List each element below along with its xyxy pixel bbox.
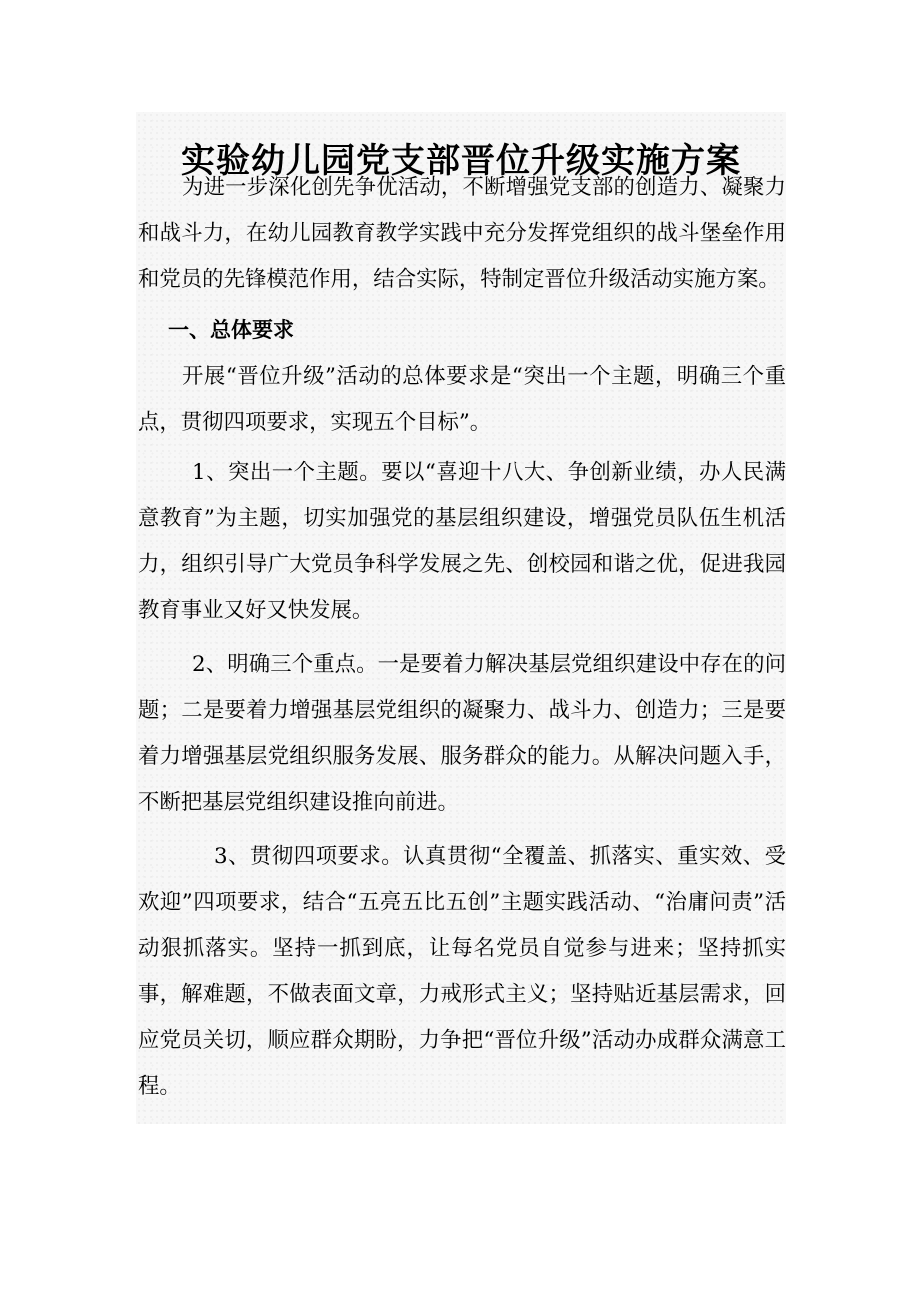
item-3-paragraph: 3、贯彻四项要求。认真贯彻“全覆盖、抓落实、重实效、受欢迎”四项要求，结合“五亮五比五创”主题实践活动、“治庸问责”活动狠抓落实。坚持一抓到底，让每名党员自觉参与进来；坚持抓实事，解难题，不做表面文章，力戒形式主义；坚持贴近基层需求，回应党员关切，顺应群众期盼，力争把“晋位升级”活动办成群众满意工程。 (138, 844, 786, 1099)
section-heading-general-requirements: 一、总体要求 (168, 318, 294, 342)
item-1-paragraph: 1、突出一个主题。要以“喜迎十八大、争创新业绩，办人民满意教育”为主题，切实加强党的基层组织建设，增强党员队伍生机活力，组织引导广大党员争科学发展之先、创校园和谐之优，促进我园教育事业又好又快发展。 (138, 460, 786, 623)
document-title: 实验幼儿园党支部晋位升级实施方案 (181, 140, 741, 181)
intro-paragraph: 为进一步深化创先争优活动，不断增强党支部的创造力、凝聚力和战斗力，在幼儿园教育教学实践中充分发挥党组织的战斗堡垒作用和党员的先锋模范作用，结合实际，特制定晋位升级活动实施方案。 (138, 175, 786, 292)
item-2-paragraph: 2、明确三个重点。一是要着力解决基层党组织建设中存在的问题；二是要着力增强基层党组织的凝聚力、战斗力、创造力；三是要着力增强基层党组织服务发展、服务群众的能力。从解决问题入手，不断把基层党组织建设推向前进。 (138, 652, 786, 815)
section-summary-paragraph: 开展“晋位升级”活动的总体要求是“突出一个主题，明确三个重点，贯彻四项要求，实现五个目标”。 (138, 364, 786, 435)
